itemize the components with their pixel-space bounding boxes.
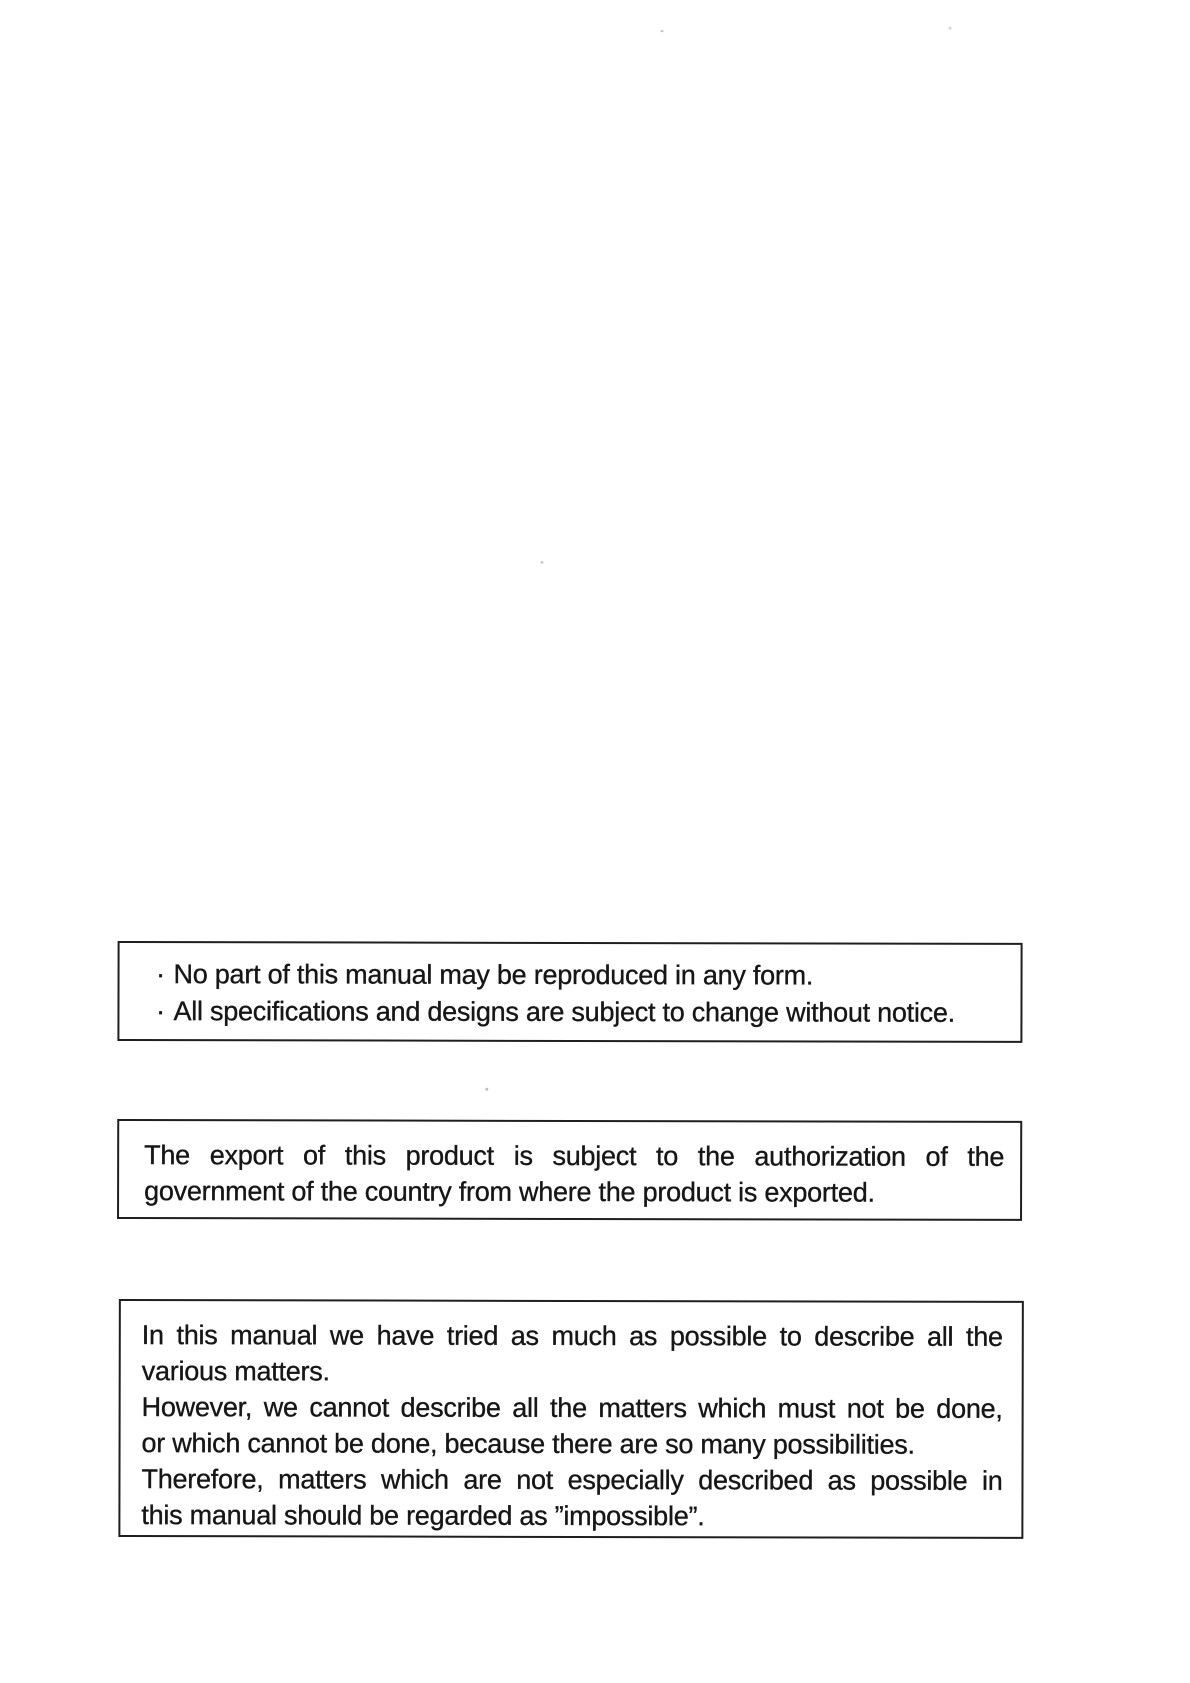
- copyright-notice-item: [154, 956, 1009, 995]
- bullet-icon: ·: [156, 959, 165, 990]
- export-notice-box: [117, 1119, 1022, 1221]
- scan-speck: [949, 27, 952, 30]
- disclaimer-notice-box: [118, 1299, 1023, 1539]
- scan-speck: [661, 30, 664, 32]
- copyright-notice-text: All specifications and designs are subject to change without notice.: [173, 996, 955, 1028]
- copyright-notice-box: [117, 941, 1022, 1043]
- disclaimer-line: Therefore, matters which are not especially described as possible in: [141, 1464, 1003, 1496]
- export-notice-line: government of the country from where the product is exported.: [144, 1176, 875, 1208]
- copyright-notice-text: No part of this manual may be reproduced in any form.: [173, 959, 814, 991]
- export-notice-line: The export of this product is subject to the authorization of the: [144, 1140, 1005, 1172]
- copyright-notice-item: [153, 993, 1008, 1032]
- disclaimer-line: this manual should be regarded as ”impossible”.: [141, 1500, 705, 1532]
- scan-speck: [540, 561, 543, 564]
- disclaimer-line: In this manual we have tried as much as possible to describe all the: [141, 1320, 1003, 1352]
- bullet-icon: ·: [156, 996, 165, 1027]
- disclaimer-line: However, we cannot describe all the matters which must not be done,: [141, 1392, 1003, 1424]
- disclaimer-line: various matters.: [141, 1356, 330, 1387]
- disclaimer-line: or which cannot be done, because there are so many possibilities.: [141, 1428, 915, 1460]
- scan-speck: [485, 1088, 488, 1091]
